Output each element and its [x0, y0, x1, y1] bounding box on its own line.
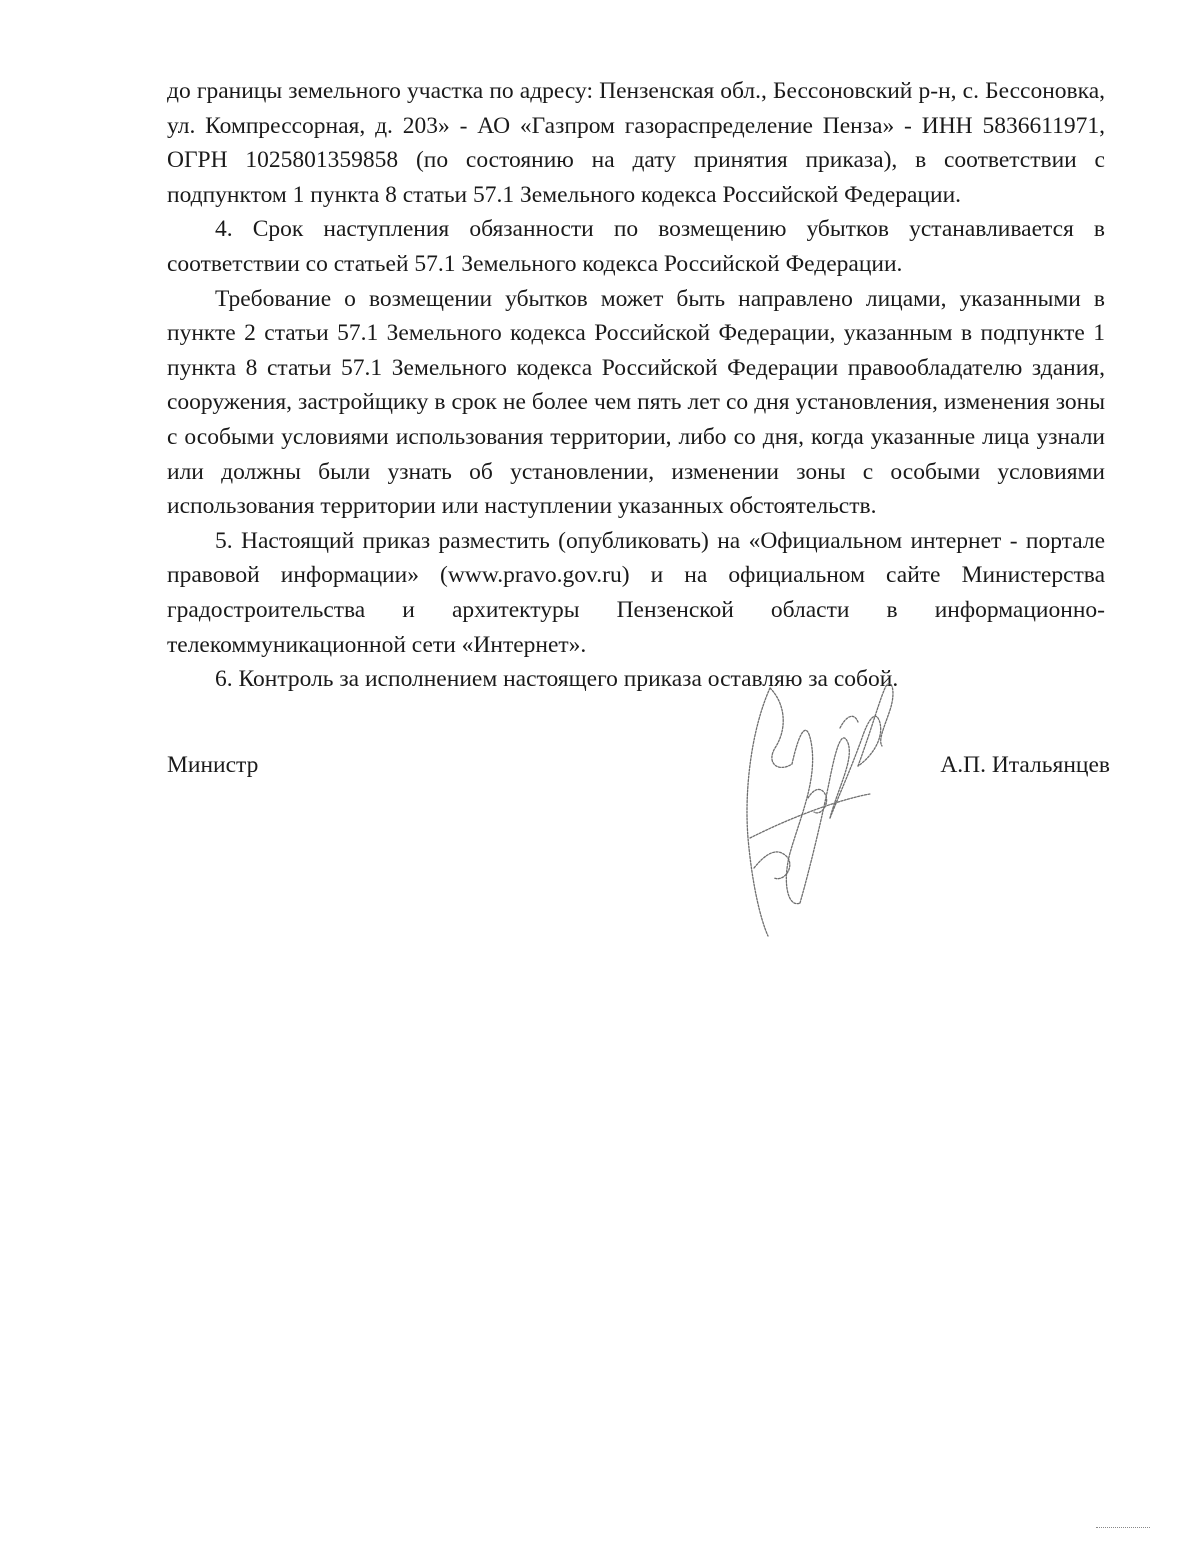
document-body [167, 74, 1105, 697]
scan-artifact [1096, 1527, 1150, 1530]
paragraph-item-5: 5. Настоящий приказ разместить (опубликовать) на «Официальном интернет - портале правовой информации» (www.pravo.gov.ru) и на официальном сайте Министерства градостроительства и архитектуры Пензенской области в информационно-телекоммуникационной сети «Интернет». [167, 527, 1105, 658]
signatory-title: Министр [167, 752, 259, 778]
paragraph-item-6: 6. Контроль за исполнением настоящего приказа оставляю за собой. [215, 666, 899, 693]
paragraph-damages-claim: Требование о возмещении убытков может быть направлено лицами, указанными в пункте 2 статьи 57.1 Земельного кодекса Российской Федерации, указанным в подпункте 1 пункта 8 статьи 57.1 Земельного кодекса Российской Федерации правообладателю здания, сооружения, застройщику в срок не более чем пять лет со дня установления, изменения зоны с особыми условиями использования территории, либо со дня, когда указанные лица узнали или должны были узнать об установлении, изменении зоны с особыми условиями использования территории или наступлении указанных обстоятельств. [167, 285, 1105, 520]
paragraph-item-4: 4. Срок наступления обязанности по возмещению убытков устанавливается в соответствии со статьей 57.1 Земельного кодекса Российской Федерации. [167, 216, 1105, 277]
paragraph-address-continuation: до границы земельного участка по адресу: Пензенская обл., Бессоновский р-н, с. Бессоновка, ул. Компрессорная, д. 203» - АО «Газпром газораспределение Пенза» - ИНН 5836611971, ОГРН 1025801359858 (по состоянию на дату принятия приказа), в соответствии с подпунктом 1 пункта 8 статьи 57.1 Земельного кодекса Российской Федерации. [167, 78, 1105, 208]
signatory-name: А.П. Итальянцев [940, 752, 1110, 778]
signature-block [167, 748, 1110, 788]
handwritten-signature-icon [730, 668, 900, 943]
